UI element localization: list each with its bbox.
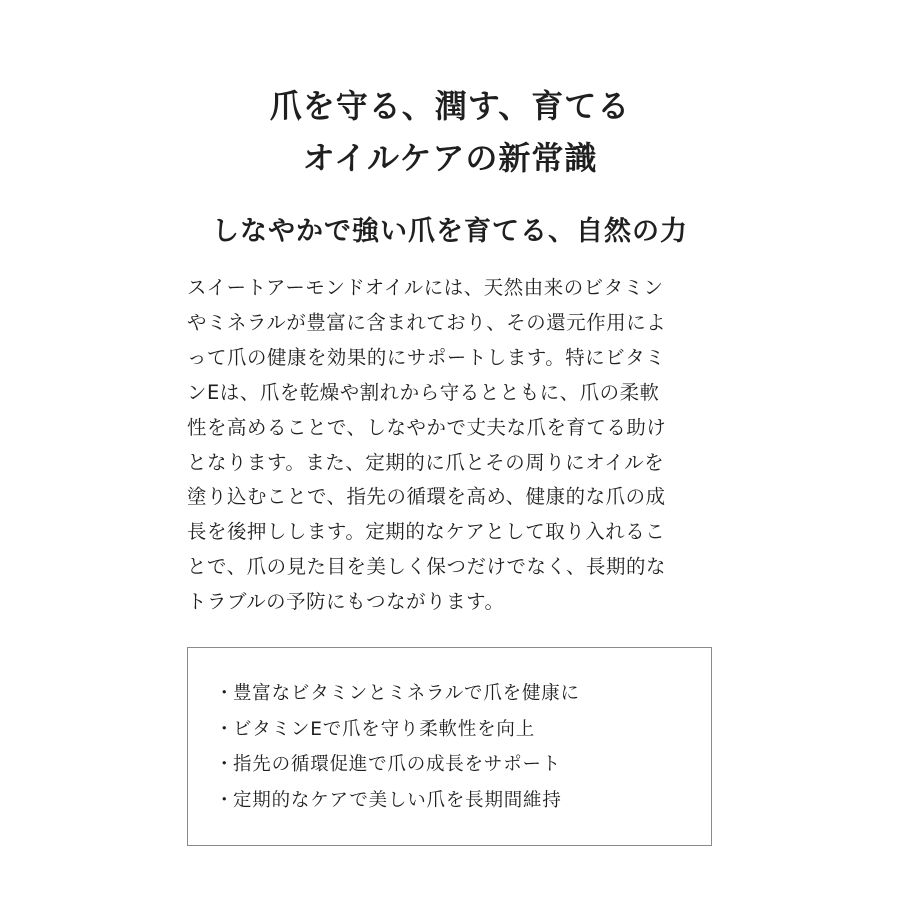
subheading: しなやかで強い爪を育てる、自然の力 [212, 216, 688, 247]
feature-item [215, 783, 580, 819]
body-line: やミネラルが豊富に含まれており、その還元作用によ [187, 310, 667, 334]
headline [0, 80, 900, 184]
headline-line-1: 爪を守る、潤す、育てる [269, 87, 631, 125]
body-line: スイートアーモンドオイルには、天然由来のビタミン [187, 276, 664, 299]
bullet-icon: ・ [215, 718, 235, 740]
body-line: 塗り込むことで、指先の循環を高め、健康的な爪の成 [187, 485, 666, 509]
feature-text: 定期的なケアで美しい爪を長期間維持 [233, 789, 562, 811]
body-line: 性を高めることで、しなやかで丈夫な爪を育てる助け [187, 415, 667, 439]
feature-text: 豊富なビタミンとミネラルで爪を健康に [233, 683, 580, 704]
feature-text: 指先の循環促進で爪の成長をサポート [233, 754, 562, 775]
feature-text: ビタミンEで爪を守り柔軟性を向上 [233, 718, 535, 740]
bullet-icon: ・ [215, 683, 235, 704]
feature-box [187, 647, 712, 846]
bullet-icon: ・ [215, 789, 235, 811]
feature-item [215, 676, 580, 712]
body-line: 長を後押しします。定期的なケアとして取り入れるこ [187, 520, 666, 544]
feature-item [215, 747, 580, 783]
feature-item [215, 712, 580, 748]
body-line: ンEは、爪を乾燥や割れから守るとともに、爪の柔軟 [187, 380, 660, 404]
body-line: って爪の健康を効果的にサポートします。特にビタミ [187, 345, 666, 369]
body-line: となります。また、定期的に爪とその周りにオイルを [187, 450, 665, 474]
body-line: とで、爪の見た目を美しく保つだけでなく、長期的な [187, 555, 666, 579]
bullet-icon: ・ [215, 754, 235, 775]
headline-line-2: オイルケアの新常識 [302, 139, 598, 177]
body-line: トラブルの予防にもつながります。 [187, 590, 505, 614]
feature-list [215, 676, 580, 818]
body-paragraph [187, 271, 727, 620]
